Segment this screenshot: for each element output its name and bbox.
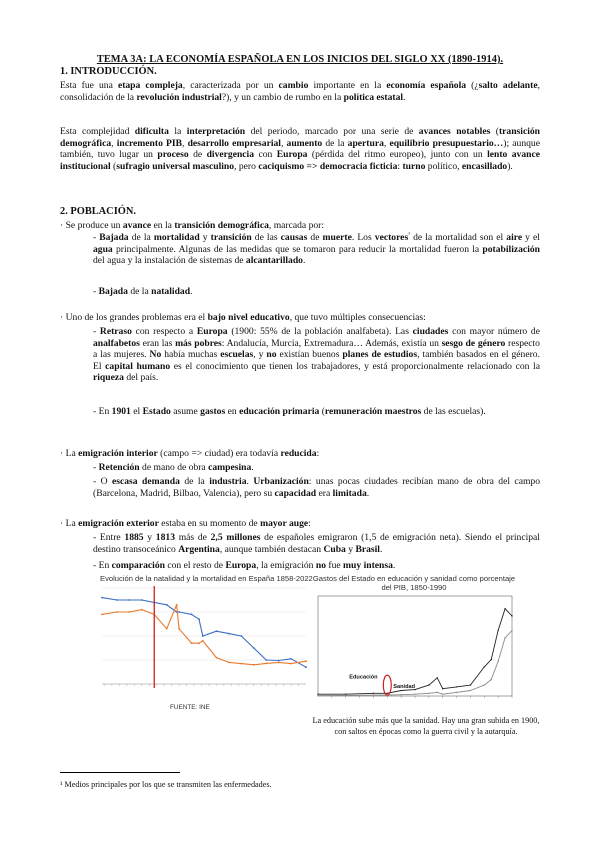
text-run: mortalidad: [153, 232, 200, 243]
document-title: TEMA 3A: LA ECONOMÍA ESPAÑOLA EN LOS INICIOS DEL SIGLO XX (1890-1914).: [96, 54, 504, 65]
footnote-divider: [60, 772, 180, 773]
poblacion-intro-emigracion-exterior: [60, 518, 540, 530]
text-run: muerte: [322, 232, 352, 243]
chart2-label-sanidad: Sanidad: [393, 683, 416, 690]
chart2-point-educación: [400, 690, 401, 691]
section-heading-poblacion: 2. POBLACIÓN.: [60, 206, 136, 217]
chart1-point-mortalidad: [176, 604, 178, 606]
text-run: revolución industrial: [136, 91, 222, 103]
text-run: muy intensa: [343, 560, 393, 571]
text-run: (pérdida del ritmo europeo), junto con un: [307, 149, 488, 161]
text-run: Cuba: [323, 543, 346, 555]
text-run: avances notables: [418, 126, 491, 137]
text-run: sesgo de género: [441, 337, 506, 349]
text-run: 1813: [155, 532, 175, 543]
text-run: No: [149, 349, 162, 361]
text-run: importante en la: [308, 80, 387, 91]
text-run: planes de estudios: [342, 349, 418, 361]
chart2-point-educación: [442, 688, 443, 689]
text-run: :: [397, 160, 403, 172]
text-run: :: [316, 448, 320, 459]
text-run: dificulta: [134, 126, 169, 137]
chart1-point-mortalidad: [191, 642, 193, 644]
text-run: del periodo, marcado por una serie de: [245, 126, 419, 137]
text-run: -: [93, 326, 100, 337]
chart1-point-natalidad: [191, 614, 193, 616]
text-run: bajo nivel educativo: [207, 312, 290, 323]
text-run: con mayor número de: [448, 326, 540, 337]
text-run: Argentina: [178, 543, 220, 555]
bullet-retraso-europa: [93, 326, 540, 384]
chart2-point-educación: [491, 659, 492, 660]
chart1-point-mortalidad: [228, 662, 230, 664]
chart1-plot: [92, 574, 313, 714]
text-run: analfabetos: [93, 337, 140, 349]
chart1-point-natalidad: [116, 599, 118, 601]
chart2-point-educación: [428, 684, 429, 685]
chart1-point-mortalidad: [101, 614, 103, 616]
text-run: ,: [111, 137, 117, 149]
text-run: escuelas: [220, 349, 254, 361]
text-run: y: [345, 543, 356, 555]
chart2-point-sanidad: [317, 695, 318, 696]
chart2-point-sanidad: [400, 694, 401, 695]
text-run: :: [308, 518, 311, 529]
chart1-point-natalidad: [240, 635, 242, 637]
text-run: campesina: [208, 462, 252, 473]
text-run: · Se produce un: [60, 220, 123, 231]
text-run: ); aunque también, tuvo lugar un: [60, 137, 540, 161]
chart2-point-sanidad: [436, 692, 437, 693]
text-run: 2,5 millones: [210, 532, 261, 543]
text-run: principalmente. Algunas de las medidas que se tomaron para reducir la mortalidad fueron la: [112, 243, 483, 255]
text-run: alcantarillado: [245, 255, 303, 267]
text-run: Esta complejidad: [60, 126, 135, 137]
text-run: - En: [93, 560, 112, 571]
bullet-comparacion-europa: [93, 560, 540, 572]
chart2-point-sanidad: [428, 693, 429, 694]
text-run: Retención: [98, 462, 140, 473]
text-run: lento avance institucional: [60, 149, 540, 172]
text-run: -: [93, 232, 100, 243]
text-run: .: [251, 462, 254, 473]
chart2-point-educación: [504, 608, 505, 609]
intro-paragraph-1: [60, 80, 540, 103]
chart1-point-natalidad: [265, 659, 267, 661]
chart-natalidad-mortalidad: [92, 574, 313, 714]
text-run: .: [302, 255, 306, 267]
text-run: : Andalucía, Murcia, Extremadura… Además, existía un: [221, 337, 442, 349]
text-run: reducida: [280, 448, 317, 459]
poblacion-intro-educacion: [60, 312, 540, 324]
chart1-point-mortalidad: [178, 628, 180, 630]
bullet-natalidad: [93, 286, 540, 298]
text-run: y: [143, 532, 156, 543]
chart2-point-educación: [456, 686, 457, 687]
text-run: limitada: [332, 487, 367, 499]
text-run: (campo => ciudad) era todavía: [157, 448, 281, 459]
chart2-point-sanidad: [511, 630, 512, 631]
text-run: ciudades: [412, 326, 449, 337]
text-run: era: [316, 487, 333, 499]
text-run: ).: [507, 160, 513, 172]
text-run: -: [93, 462, 99, 473]
text-run: . Los: [351, 232, 375, 243]
chart1-point-mortalidad: [305, 660, 307, 662]
chart1-point-natalidad: [202, 635, 204, 637]
text-run: asume: [170, 406, 201, 417]
chart1-title: Evolución de la natalidad y la mortalidad en España 1858-2022: [100, 574, 313, 583]
text-run: desarrollo empresarial: [187, 137, 281, 149]
text-run: había muchas: [161, 349, 221, 361]
text-run: transición demográfica: [60, 126, 540, 149]
text-run: del agua y la instalación de sistemas de: [93, 255, 246, 267]
text-run: .: [392, 560, 396, 571]
text-run: etapa compleja: [117, 80, 183, 91]
text-run: eran las: [139, 337, 176, 349]
chart1-point-natalidad: [166, 604, 168, 606]
chart1-point-natalidad: [141, 599, 143, 601]
chart1-point-natalidad: [228, 633, 230, 635]
chart1-point-natalidad: [305, 666, 307, 668]
text-run: transición: [210, 232, 252, 243]
text-run: Urbanización: [253, 476, 309, 487]
text-run: mayor auge: [260, 518, 309, 529]
chart2-point-educación: [484, 666, 485, 667]
text-run: · La: [60, 518, 79, 529]
text-run: causas: [280, 232, 308, 243]
chart1-series-natalidad: [102, 598, 306, 668]
chart1-point-mortalidad: [240, 663, 242, 665]
text-run: de las: [251, 232, 281, 243]
chart2-point-educación: [317, 693, 318, 694]
text-run: de la: [127, 286, 152, 297]
text-run: , marcada por:: [268, 220, 325, 231]
text-run: remuneración maestros: [324, 406, 422, 417]
bullet-retencion: [93, 462, 540, 474]
chart2-plot: [312, 574, 516, 714]
text-run: , pero: [234, 160, 259, 172]
chart2-point-educación: [497, 630, 498, 631]
text-run: con: [254, 149, 277, 161]
text-run: el: [130, 406, 143, 417]
text-run: estaba en su momento de: [158, 518, 261, 529]
text-run: interpretación: [186, 126, 246, 137]
text-run: (: [490, 126, 499, 137]
text-run: emigración exterior: [78, 518, 159, 529]
text-run: , la emigración: [256, 560, 316, 571]
chart2-title: Gastos del Estado en educación y sanidad como porcentaje del PIB, 1850-1990: [312, 574, 516, 592]
text-run: de la: [128, 232, 154, 243]
chart1-point-natalidad: [290, 658, 292, 660]
text-run: , que tuvo múltiples consecuencias:: [289, 312, 426, 323]
text-run: avance: [122, 220, 152, 231]
chart-gasto-educacion-sanidad: [312, 574, 516, 714]
chart1-point-natalidad: [253, 647, 255, 649]
text-run: Europa: [196, 326, 228, 337]
text-run: educación primaria: [239, 406, 320, 417]
chart1-point-mortalidad: [278, 662, 280, 664]
chart2-point-educación: [345, 693, 346, 694]
chart1-point-natalidad: [278, 660, 280, 662]
chart2-point-sanidad: [470, 690, 471, 691]
chart1-point-natalidad: [178, 611, 180, 613]
bullet-estado-1901: [93, 406, 540, 418]
bullet-escasa-demanda: [93, 476, 540, 499]
text-run: de la: [179, 476, 210, 487]
text-run: - Entre: [93, 532, 125, 543]
text-run: ,: [280, 137, 287, 149]
chart1-source: FUENTE: INE: [170, 704, 210, 711]
text-run: · La: [60, 448, 79, 459]
text-run: respecto a las mujeres.: [93, 337, 540, 361]
text-run: aumento: [286, 137, 323, 149]
text-run: político,: [425, 160, 462, 172]
text-run: existían buenos: [276, 349, 343, 361]
text-run: (: [110, 160, 117, 172]
chart2-frame: [318, 596, 512, 696]
text-run: caciquismo => democracia ficticia: [258, 160, 398, 172]
text-run: sufragio universal masculino: [116, 160, 235, 172]
text-run: y: [199, 232, 211, 243]
chart1-point-natalidad: [198, 618, 200, 620]
text-run: · Uno de los grandes problemas era el: [60, 312, 208, 323]
chart2-point-educación: [373, 693, 374, 694]
text-run: Europa: [225, 560, 257, 571]
text-run: vectores: [374, 232, 409, 243]
text-run: Retraso: [99, 326, 132, 337]
chart2-point-sanidad: [345, 695, 346, 696]
text-run: (: [319, 406, 325, 417]
text-run: Bajada: [98, 286, 128, 297]
chart1-point-mortalidad: [198, 642, 200, 644]
chart2-point-sanidad: [414, 693, 415, 694]
chart1-point-natalidad: [216, 630, 218, 632]
chart2-point-sanidad: [491, 679, 492, 680]
text-run: política estatal: [343, 91, 404, 103]
text-run: , también basados en el género. El: [93, 349, 540, 372]
text-run: Europa: [276, 149, 308, 161]
text-run: encasillado: [461, 160, 508, 172]
text-run: aire: [506, 232, 523, 243]
text-run: la: [168, 126, 187, 137]
chart2-point-sanidad: [442, 693, 443, 694]
text-run: (1900: 55% de la población analfabeta). Las: [227, 326, 413, 337]
text-run: escasa demanda: [112, 476, 180, 487]
text-run: Esta fue una: [60, 80, 118, 91]
chart2-point-educación: [511, 615, 512, 616]
text-run: agua: [93, 243, 113, 255]
text-run: incremento PIB: [116, 137, 183, 149]
chart1-point-mortalidad: [265, 662, 267, 664]
text-run: , aunque también destacan: [219, 543, 324, 555]
chart1-point-natalidad: [128, 599, 130, 601]
chart2-point-educación: [470, 684, 471, 685]
text-run: (¿: [466, 80, 479, 91]
chart1-point-mortalidad: [290, 663, 292, 665]
text-run: 1901: [111, 406, 131, 417]
text-run: de: [307, 232, 323, 243]
text-run: .: [379, 543, 383, 555]
text-run: Bajada: [99, 232, 129, 243]
text-run: -: [93, 286, 99, 297]
text-run: no: [266, 349, 277, 361]
text-run: , consolidación de la: [60, 80, 540, 103]
text-run: apertura: [347, 137, 384, 149]
bullet-emigracion-cifras: [93, 532, 540, 555]
chart2-point-sanidad: [484, 684, 485, 685]
chart1-point-mortalidad: [141, 609, 143, 611]
text-run: - En: [93, 406, 112, 417]
text-run: .: [366, 487, 370, 499]
text-run: de la: [322, 137, 348, 149]
chart1-point-mortalidad: [166, 628, 168, 630]
text-run: salto adelante: [478, 80, 538, 91]
text-run: , caracterizada por un: [182, 80, 279, 91]
text-run: en la: [151, 220, 175, 231]
text-run: 1885: [124, 532, 144, 543]
text-run: proceso: [157, 149, 189, 161]
text-run: ,: [383, 137, 390, 149]
text-run: economía española: [386, 80, 467, 91]
text-run: y el: [522, 232, 540, 243]
text-run: , y: [253, 349, 267, 361]
text-run: .: [190, 286, 193, 297]
text-run: fue: [326, 560, 344, 571]
text-run: con respecto a: [131, 326, 197, 337]
chart2-caption: La educación sube más que la sanidad. Hay una gran subida en 1900, con saltos en épocas como la guerra civil y la autarquía.: [312, 716, 540, 736]
text-run: cambio: [278, 80, 309, 91]
text-run: - O: [93, 476, 113, 487]
chart2-point-sanidad: [504, 637, 505, 638]
text-run: .: [403, 91, 406, 103]
text-run: ¹: [408, 231, 410, 238]
text-run: divergencia: [206, 149, 255, 161]
text-run: del país.: [123, 372, 159, 384]
text-run: emigración interior: [78, 448, 158, 459]
text-run: en: [225, 406, 240, 417]
chart2-point-sanidad: [456, 692, 457, 693]
text-run: Brasil: [355, 543, 380, 555]
text-run: Estado: [142, 406, 171, 417]
text-run: capital humano: [105, 360, 171, 372]
text-run: de mano de obra: [139, 462, 209, 473]
chart2-point-educación: [387, 693, 388, 694]
text-run: de la mortalidad son el: [410, 232, 507, 243]
text-run: capacidad: [274, 487, 317, 499]
poblacion-intro-emigracion-interior: [60, 448, 540, 460]
text-run: comparación: [111, 560, 165, 571]
text-run: más pobres: [175, 337, 222, 349]
chart1-point-mortalidad: [128, 611, 130, 613]
footnote-1: ¹ Medios principales por los que se transmiten las enfermedades.: [60, 780, 272, 789]
text-run: .: [246, 476, 254, 487]
text-run: potabilización: [482, 243, 540, 255]
chart1-point-natalidad: [101, 597, 103, 599]
chart2-series-educación: [318, 609, 512, 695]
text-run: gastos: [200, 406, 226, 417]
text-run: más de: [174, 532, 211, 543]
text-run: de: [188, 149, 207, 161]
chart1-point-mortalidad: [253, 664, 255, 666]
chart2-label-educacion: Educación: [349, 674, 378, 681]
text-run: turno: [402, 160, 426, 172]
intro-paragraph-2: [60, 126, 540, 172]
chart1-point-mortalidad: [216, 657, 218, 659]
chart2-point-educación: [436, 677, 437, 678]
poblacion-intro-transicion: [60, 220, 540, 232]
chart1-series-mortalidad: [102, 605, 306, 665]
chart1-point-mortalidad: [202, 640, 204, 642]
text-run: equilibrio presupuestario…: [389, 137, 504, 149]
chart1-point-mortalidad: [116, 611, 118, 613]
chart2-point-sanidad: [497, 661, 498, 662]
text-run: : unas pocas ciudades recibían mano de obra del campo (Barcelona, Madrid, Bilbao, Valencia), pero su: [93, 476, 541, 499]
text-run: de las escuelas).: [421, 406, 486, 417]
text-run: es el conocimiento que tienen los trabajadores, y está proporcionalmente relacionado con la: [170, 360, 540, 372]
text-run: no: [315, 560, 326, 571]
text-run: natalidad: [151, 286, 191, 297]
text-run: transición demográfica: [174, 220, 269, 231]
text-run: industria: [209, 476, 247, 487]
bullet-mortalidad: [93, 232, 540, 267]
chart2-highlight-ellipse: [383, 675, 391, 695]
text-run: ?), y un cambio de rumbo en la: [221, 91, 344, 103]
text-run: con el resto de: [164, 560, 226, 571]
text-run: de españoles emigraron (1,5 de emigración neta). Siendo el principal destino transoceánico: [93, 532, 540, 555]
text-run: ,: [182, 137, 188, 149]
text-run: riqueza: [93, 372, 124, 384]
chart2-point-sanidad: [373, 694, 374, 695]
section-heading-intro: 1. INTRODUCCIÓN.: [60, 66, 157, 77]
